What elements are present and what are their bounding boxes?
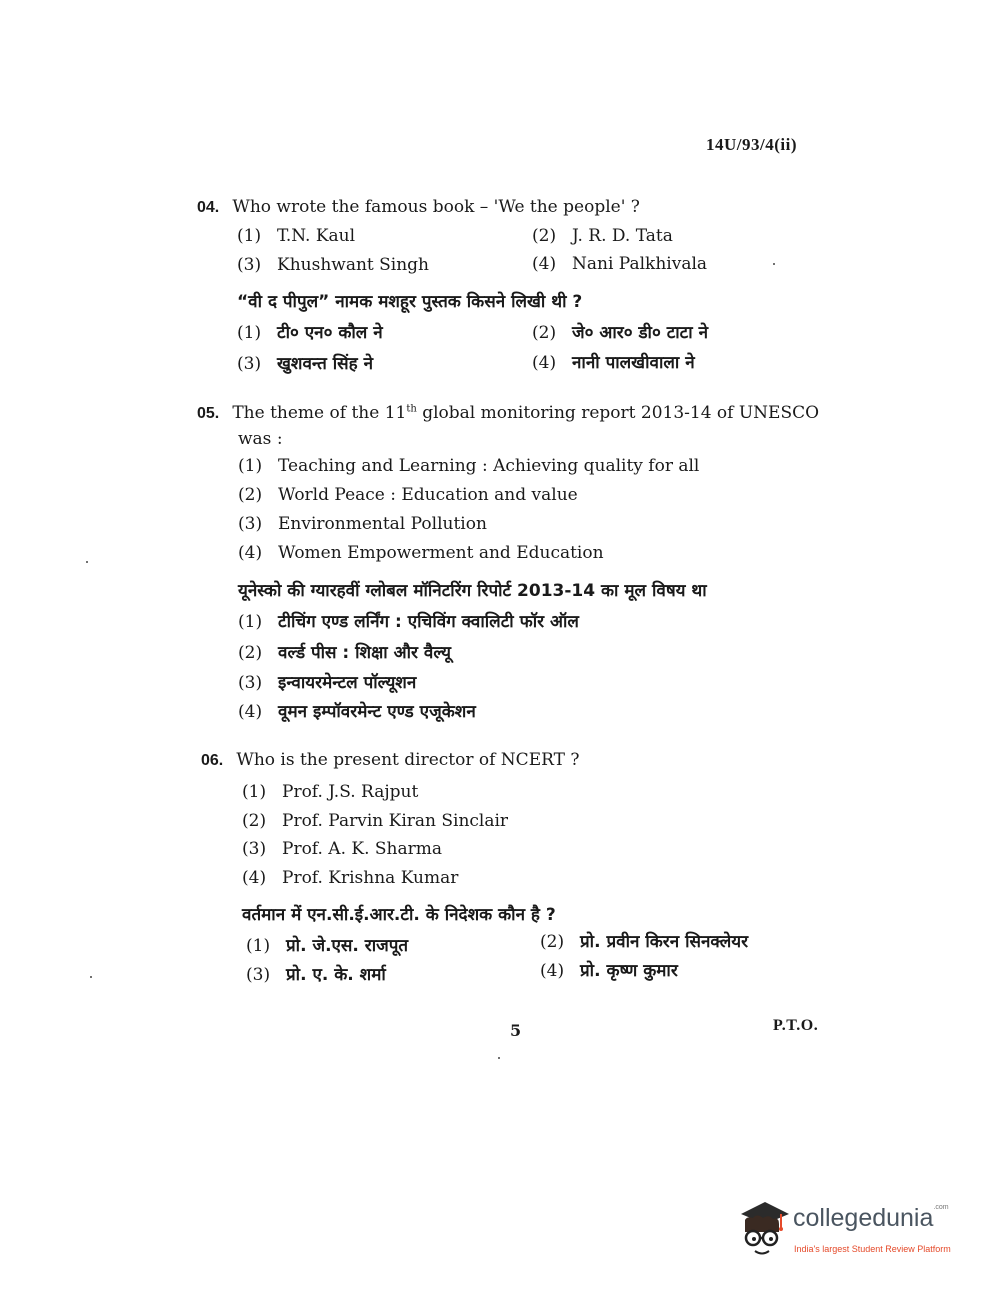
scan-speck <box>498 1057 500 1059</box>
option-hi-4: (4) प्रो. कृष्ण कुमार <box>540 961 678 981</box>
option-hi-2: (2) वर्ल्ड पीस : शिक्षा और वैल्यू <box>238 643 451 663</box>
option-en-4: (4) Nani Palkhivala <box>532 254 708 274</box>
option-en-2: (2) Prof. Parvin Kiran Sinclair <box>242 811 509 831</box>
scan-speck <box>773 263 775 265</box>
question-04 <box>197 197 640 217</box>
question-text-hi: “वी द पीपुल” नामक मशहूर पुस्तक किसने लिखी थी ? <box>237 292 583 312</box>
pto-marker: P.T.O. <box>773 1017 819 1034</box>
option-en-4: (4) Women Empowerment and Education <box>238 543 604 563</box>
watermark-tagline: India's largest Student Review Platform <box>794 1244 951 1254</box>
option-en-2: (2) World Peace : Education and value <box>238 485 578 505</box>
option-hi-2: (2) प्रो. प्रवीन किरन सिनक्लेयर <box>540 932 749 952</box>
question-text-en: Who wrote the famous book – 'We the people' ? <box>232 197 640 217</box>
option-hi-1: (1) टी० एन० कौल ने <box>237 323 383 343</box>
question-05 <box>197 403 819 423</box>
question-06 <box>201 750 579 770</box>
option-hi-1: (1) प्रो. जे.एस. राजपूत <box>246 936 409 956</box>
option-hi-1: (1) टीचिंग एण्ड लर्निंग : एचिविंग क्वालिटी फॉर ऑल <box>238 612 579 632</box>
option-hi-4: (4) नानी पालखीवाला ने <box>532 353 695 373</box>
page-number: 5 <box>510 1021 522 1040</box>
option-hi-3: (3) खुशवन्त सिंह ने <box>237 354 374 374</box>
question-text-en: Who is the present director of NCERT ? <box>236 750 580 770</box>
scan-speck <box>90 976 92 978</box>
scan-speck <box>86 561 88 563</box>
question-number: 04. <box>197 199 220 216</box>
student-mascot-icon <box>735 1196 793 1260</box>
question-number: 06. <box>201 752 224 769</box>
watermark-suffix: .com <box>933 1204 949 1211</box>
option-en-4: (4) Prof. Krishna Kumar <box>242 868 459 888</box>
question-text-en-continued: was : <box>238 429 283 449</box>
collegedunia-watermark <box>735 1196 965 1266</box>
option-hi-3: (3) प्रो. ए. के. शर्मा <box>246 965 386 985</box>
option-hi-3: (3) इन्वायरमेन्टल पॉल्यूशन <box>238 673 417 693</box>
option-en-1: (1) T.N. Kaul <box>237 226 356 246</box>
question-number: 05. <box>197 405 220 422</box>
option-hi-2: (2) जे० आर० डी० टाटा ने <box>532 323 709 343</box>
question-text-hi: यूनेस्को की ग्यारहवीं ग्लोबल मॉनिटरिंग रिपोर्ट 2013-14 का मूल विषय था <box>238 581 707 601</box>
question-text-en: The theme of the 11th global monitoring report 2013-14 of UNESCO <box>232 403 820 423</box>
option-en-3: (3) Prof. A. K. Sharma <box>242 839 442 859</box>
option-en-3: (3) Khushwant Singh <box>237 255 430 275</box>
option-en-1: (1) Prof. J.S. Rajput <box>242 782 419 802</box>
question-text-hi: वर्तमान में एन.सी.ई.आर.टी. के निदेशक कौन है ? <box>242 905 556 925</box>
option-en-1: (1) Teaching and Learning : Achieving quality for all <box>238 456 700 476</box>
option-hi-4: (4) वूमन इम्पॉवरमेन्ट एण्ड एजूकेशन <box>238 702 476 722</box>
option-en-2: (2) J. R. D. Tata <box>532 226 673 246</box>
paper-code: 14U/93/4(ii) <box>706 135 797 154</box>
option-en-3: (3) Environmental Pollution <box>238 514 487 534</box>
watermark-name: collegedunia <box>793 1204 934 1232</box>
